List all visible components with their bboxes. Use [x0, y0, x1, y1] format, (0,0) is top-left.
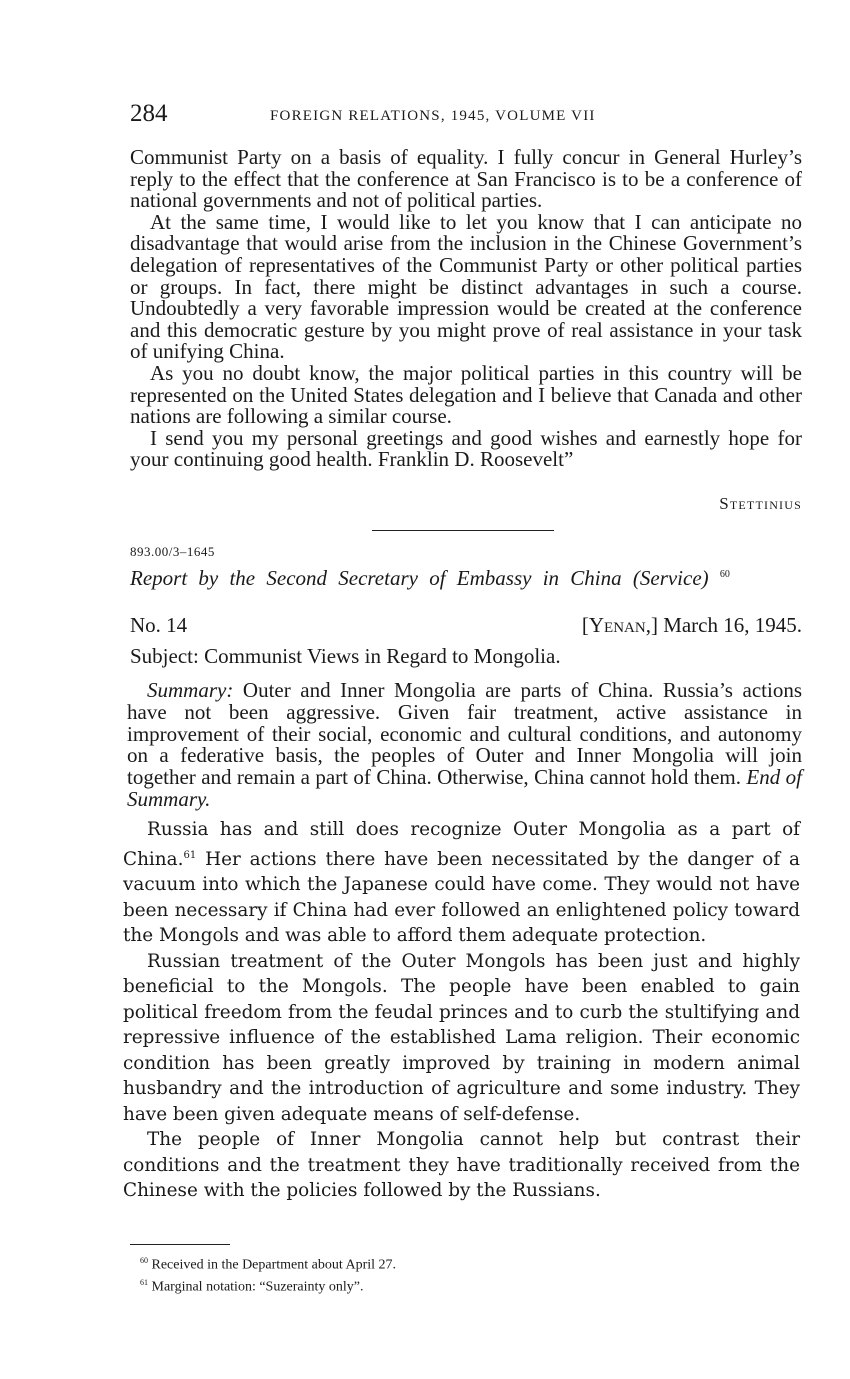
report-place: [Yenan,] [581, 613, 658, 637]
footnote-text: Received in the Department about April 27. [151, 1257, 397, 1273]
report-date: March 16, 1945. [663, 613, 802, 637]
footnote [140, 1252, 396, 1274]
file-number: 893.00/3–1645 [130, 544, 215, 559]
body-paragraph: The people of Inner Mongolia cannot help but contrast their conditions and the treatment they have traditionally received from the Chinese with the policies followed by the Russians. [123, 1129, 800, 1202]
footnote [140, 1274, 396, 1296]
footnote-mark: 61 [140, 1277, 148, 1287]
para1-rest: Her actions there have been necessitated by the danger of a vacuum into which the Japanese could have come. They would not have been necessary if China had ever followed an enlightened policy toward the Mongols and was able to afford them adequate protection. [123, 848, 800, 947]
letter-paragraph: Communist Party on a basis of equality. I fully concur in General Hurley’s reply to the effect that the conference at San Francisco is to be a conference of national governments and not of political parties. [130, 145, 802, 213]
report-number: No. 14 [130, 613, 188, 637]
para1-start: Russia has and still does recognize Outer Mongolia as a part of China. [123, 819, 800, 870]
report-place-date [582, 613, 802, 638]
letter-paragraph: At the same time, I would like to let you know that I can anticipate no disadvantage that would arise from the inclusion in the Chinese Government’s delegation of representatives of the Communist Party or other political parties or groups. In fact, there might be distinct advantages in such a course. Undoubtedly a very favorable impression would be created at the conference and this democratic gesture by you might prove of real assistance in your task of unifying China. [130, 209, 802, 364]
page-number: 284 [130, 100, 168, 127]
footnote-ref-61: 61 [183, 849, 197, 861]
summary-paragraph [127, 680, 802, 811]
report-body [123, 817, 800, 1204]
report-title [130, 566, 802, 591]
footnote-ref-60: 60 [719, 569, 730, 580]
letter-paragraph: As you no doubt know, the major political parties in this country will be represented on the United States delegation and I believe that Canada and other nations are following a similar course. [130, 360, 802, 429]
letter-text [130, 147, 802, 471]
summary-end: End of Summary. [127, 765, 802, 811]
page-header [130, 100, 802, 132]
body-paragraph: Russian treatment of the Outer Mongols has been just and highly beneficial to the Mongols. The people have been enabled to gain political freedom from the feudal princes and to curb the stultifying and repressive influence of the established Lama religion. Their economic condition has been greatly improved by training in modern animal husbandry and the introduction of agriculture and some industry. They have been given adequate means of self-defense. [123, 950, 800, 1125]
letter-paragraph: I send you my personal greetings and good wishes and earnestly hope for your continuing good health. Franklin D. Roosevelt” [130, 425, 802, 472]
report-title-text: Report by the Second Secretary of Embassy in China [130, 566, 622, 590]
footnotes [140, 1252, 396, 1295]
summary-label: Summary: [147, 678, 234, 702]
report-number-date-line [130, 613, 802, 639]
footnote-divider [130, 1244, 230, 1245]
footnote-text: Marginal notation: “Suzerainty only”. [151, 1279, 364, 1295]
report-summary [127, 680, 802, 811]
report-subject: Subject: Communist Views in Regard to Mongolia. [130, 644, 561, 668]
signature: Stettinius [719, 494, 802, 513]
report-title-author: (Service) [632, 566, 709, 590]
summary-text: Outer and Inner Mongolia are parts of China. Russia’s actions have not been aggressive. Given fair treatment, active assistance in improvement of their social, economic and cultural conditions, and autonomy on a federative basis, the peoples of Outer and Inner Mongolia will join together and remain a part of China. Otherwise, China cannot hold them. [127, 678, 803, 790]
running-title: FOREIGN RELATIONS, 1945, VOLUME VII [270, 108, 596, 124]
footnote-mark: 60 [140, 1256, 148, 1265]
section-divider [372, 530, 554, 531]
body-paragraph [123, 817, 800, 949]
